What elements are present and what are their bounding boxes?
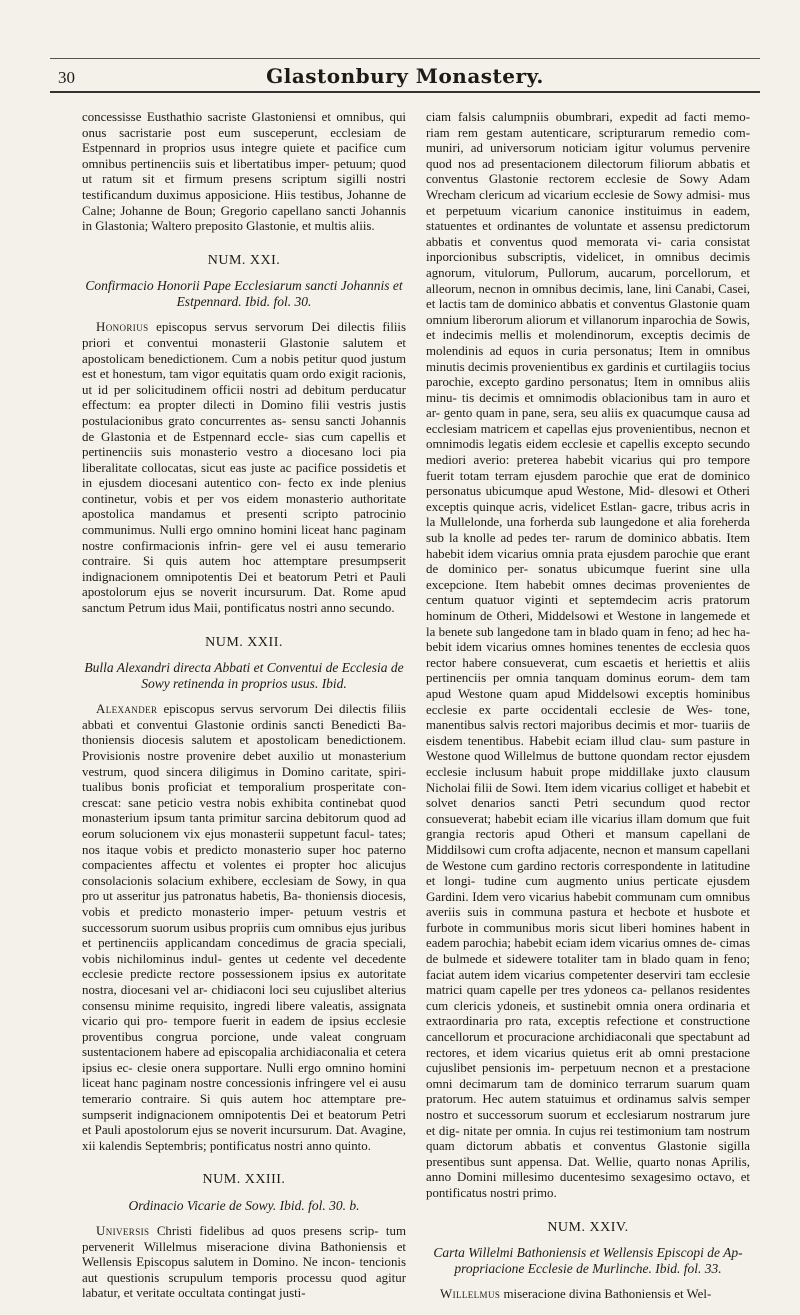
paragraph-continued-right: ciam falsis calumpniis obumbrari, expedit ad facti memo- riam rem gestam autenticare, scripturarum remedio com- muniri, ad universorum noticiam igitur volumus pervenire quod nos ad presentacionem dilectorum filiorum abbatis et conventus Glastonie rectorem ecclesie de Sowy Adam Wrecham clericum ad vicarium ecclesie de Sowy admisi- mus et perpetuum vicarium canonice instituimus in eadem, statuentes et ordinantes de voluntate et assensu predictorum abbatis et conventus quod memorata vi- caria consistat inporcionibus subscriptis, videlicet, in omnibus decimis agnorum, vitulorum, Pullorum, aucarum, porcellorum, et alleorum, necnon in omnibus decimis, lane, lini Canabi, Casei, et lactis tam de dominico abbatis et conventus Glastonie quam omnium liberorum aliorum et villanorum inparochia de Sowis, et indecimis mellis et molendinorum, exceptis decimis de molendinis ad equos in curia personatus; Item in omnibus minutis decimis provenientibus ex gardinis et curtilagiis tocius parochie, excepto gardino personatus; Item in omnibus aliis minu- tis decimis et omnimodis oblacionibus tam in auro et ar- gento quam in pane, sera, seu aliis ex quacumque causa ad ecclesiam matricem et capellas ejus provenientibus, necnon et omnimodis legatis eidem ecclesie et capellis excepto secundo mediori averio: preterea habebit vicarius qui pro tempore fuerit totam terram ejusdem parochie que erat de dominico personatus ubicumque apud Westone, Mid- dlesowi et Otheri exceptis quinque acris, videlicet Estlan- gacre, tribus acris in la Mullelonde, una forherda sub laungedone et alia foreherda sub la knolle ad pedes ter- rarum de dominico abbatis. Item habebit idem vicarius omnia prata ejusdem parochie que erant de dominico per- sonatus ubicumque fuerint sine ulla excepcione. Item habebit omnes decimas provenientes de centum quatuor viginti et septemdecim acris pratorum hominum de Otheri, Middelsowi et Westone in langemede et la benete sub langedone tam in blado quam in feno; ad hec ha- bebit idem vicarius omnes homines tenentes de ecclesia quos rector habere consueverat, cum escaetis et heriettis et aliis pertinenciis per omnia tanquam dominus eorum- dem tam apud Westone quam apud Middelsowi exceptis hominibus ecclesie ex parte occidentali ecclesie de Wes- tone, manentibus salvis rectori majoribus decimis et mor- tuariis de eisdem tenentibus. Habebit eciam illud clau- sum pasture in Westone quod Willelmus de buttone quondam rector ejusdem ecclesie inclusum habuit prope middillake juxto clausum Nicholai filii de Sowi. Item idem vicarius colliget et habebit et solvet denarios sancti Petri secundum quod rector consueverat; habebit eciam ille vicarius illam domum que fuit grangia rectoris apud Otheri et mansum capellani de Middilsowi cum crofta adjacente, necnon et mansum capellani de Westone cum gardino rectoris correspondente in latitudine et longi- tudine cum augmento unius perticate ejusdem Gardini. Idem vero vicarius habebit communam cum omnibus averiis suis in communa pastura et hecbote et husbote et furbote in communibus moris sicut liberi homines habent in eadem parochia; habebit eciam idem vicarius omnes de- cimas de bulmede et sidewere totaliter tam in blado quam in feno; faciat autem idem vicarius competenter deserviri tam ecclesie matrici quam capelle per tres ydoneos ca- pellanos residentes cum clericis ydoneis, et sustinebit omnia onera ordinaria et extraordinaria pro rata, exceptis refectione et constructione cancellorum et procuracione archidiaconali que spectabunt ad rectores, et idem vicarius quietus erit ab omni prestacione cujuslibet pensionis im- perpetuum necnon et a prestacione omni decimarum tam de dominico terrarum suarum quam pratorum. Hec autem statuimus et ordinamus salvis semper nostro et successorum suorum et ecclesiarum nostrarum jure et dig- nitate per omnia. In cujus rei testimonium tam nostrum quam dictorum abbatis et conventus Glastonie sigilla presentibus sunt appensa. Dat. Wellie, quarto nonas Aprilis, anno Domini millesimo ducentesimo sexagesimo octavo, et pontificatus nostri primo. <box>426 110 750 1200</box>
header-rule-top <box>50 58 760 59</box>
section-text-21: episcopus servus servorum Dei dilectis filiis priori et conventui monasterii Glastonie salutem et apostolicam benedictionem. Cum a nobis petitur quod justum est et honestum, tam vigor equitatis quam ordo exigit racionis, ut id per solicitudinem officii nostri ad debitum perducatur effectum: ea propter dilecti in Domino filii vestris justis postulacionibus grato concurrentes as- sensu sancti Johannis de Glastonia et de Estpennard eccle- sias cum capellis et pertinenciis suis monasterio vestro a diocesano loci pia liberalitate collocatas, sicut eas juste ac pacifice possidetis et in ejusdem diocesani autentico con- fecto ex inde plenius continetur, vobis et per vos eidem monasterio authoritate apostolica mandamus et presenti scripto patrocinio communimus. Nulli ergo omnino homini liceat hanc paginam nostre confirmacionis infrin- gere vel ei ausu temerario contraire. Si quis autem hoc attemptare presumpserit indignacionem omnipotentis Dei et beatorum Petri et Pauli apostolorum ejus se noverit incursurum. Dat. Rome apud sanctum Petrum idus Maii, pontificatus nostri anno secundo. <box>82 320 406 616</box>
right-column <box>426 110 750 1303</box>
left-column <box>82 110 406 1302</box>
section-text-24: miseracione divina Bathoniensis et Wel- <box>500 1287 712 1302</box>
section-text-23: Christi fidelibus ad quos presens scrip- tum pervenerit Willelmus miseracione divina Bathoniensis et Wellensis Episcopus salutem in Domino. Ne incon- tencionis aut questionis scrupulum temporis processu quod agitur labatur, et veritate occultata contingat justi- <box>82 1224 406 1301</box>
section-number-22: NUM. XXII. <box>205 634 283 650</box>
section-title-21: Confirmacio Honorii Pape Ecclesiarum sancti Johannis et Estpennard. Ibid. fol. 30. <box>85 278 403 310</box>
section-body-24 <box>426 1287 750 1303</box>
initial-word-22: Alexander <box>96 702 158 717</box>
initial-word-21: Honorius <box>96 320 149 335</box>
header-rule-bottom <box>50 91 760 93</box>
initial-word-23: Universis <box>96 1224 150 1239</box>
running-title: Glastonbury Monastery. <box>266 64 544 88</box>
section-title-23: Ordinacio Vicarie de Sowy. Ibid. fol. 30. b. <box>128 1198 360 1214</box>
section-text-22: episcopus servus servorum Dei dilectis filiis abbati et conventui Glastonie ordinis sancti Benedicti Ba- thoniensis diocesis salutem et apostolicam benedictionem. Provisionis nostre provenire debet auxilio ut monasterium vestrum, quod sincera diligimus in Domino caritate, spiri- tualibus bonis proficiat et temporalium prosperitate con- crescat: sane peticio vestra nobis exhibita continebat quod monasterium ipsum tanta primitur sarcina debitorum quod ad eorum solucionem vix ejus monasterii suppetunt facul- tates; nos itaque vobis et predicto monasterio super hoc paterno compacientes affectu et volentes ei propter hoc alicujus consolacionis solacium exhibere, ecclesiam de Sowy, in qua pro ut asseritur jus patronatus habetis, Ba- thoniensis diocesis, vobis et predicto monasterio imper- petuum vestris et successorum suorum usibus propriis cum omnibus ejus juribus et pertinenciis applicandam concedimus de gracia speciali, vobis nichilominus indul- gentes ut cedente vel decedente ecclesie predicte rectore possessionem ipsius ex autoritate nostra, diocesani vel ar- chidiaconi loci seu cujuslibet alterius consensu minime requisito, ingredi libere valeatis, assignata vicario qui pro- tempore fuerit in eadem de ipsius ecclesie proventibus congrua porcione, unde valeat congruam sustentacionem habere ad episcopalia archidiaconalia et cetera ipsius ec- clesie onera supportare. Nulli ergo omnino homini liceat hanc paginam nostre concessionis infringere vel ei ausu temerario contraire. Si quis autem hoc attemptare pre- sumpserit indignacionem omnipotentis Dei et beatorum Petri et Pauli apostolorum ejus se noverit incursurum. Dat. Avagine, xii kalendis Septembris; pontificatus nostri anno quinto. <box>82 702 406 1153</box>
section-number-23: NUM. XXIII. <box>202 1172 286 1188</box>
section-body-21 <box>82 320 406 616</box>
section-body-22 <box>82 702 406 1154</box>
section-number-21: NUM. XXI. <box>207 252 281 268</box>
page-header <box>50 60 760 90</box>
section-body-23 <box>82 1224 406 1302</box>
section-title-24: Carta Willelmi Bathoniensis et Wellensis Episcopi de Ap- propriacione Ecclesie de Murlinche. Ibid. fol. 33. <box>433 1245 743 1277</box>
initial-word-24: Willelmus <box>440 1287 501 1302</box>
page-number: 30 <box>58 68 75 87</box>
section-number-24: NUM. XXIV. <box>547 1219 629 1235</box>
paragraph-continued: concessisse Eusthathio sacriste Glastoniensi et omnibus, qui onus sacristarie post eum susceperunt, ecclesiam de Estpennard in proprios usus integre quiete et pacifice cum omnibus pertinenciis suis et libertatibus imper- petuum; quod ut ratum sit et firmum presens scriptum sigilli nostri testificandum duximus apposicione. Hiis testibus, Johanne de Calne; Johanne de Boun; Gregorio capellano sancti Johannis in Glastonia; Waltero preposito Glastonie, et multis aliis. <box>82 110 406 234</box>
section-title-22: Bulla Alexandri directa Abbati et Conventui de Ecclesia de Sowy retinenda in proprios usus. Ibid. <box>84 660 404 692</box>
